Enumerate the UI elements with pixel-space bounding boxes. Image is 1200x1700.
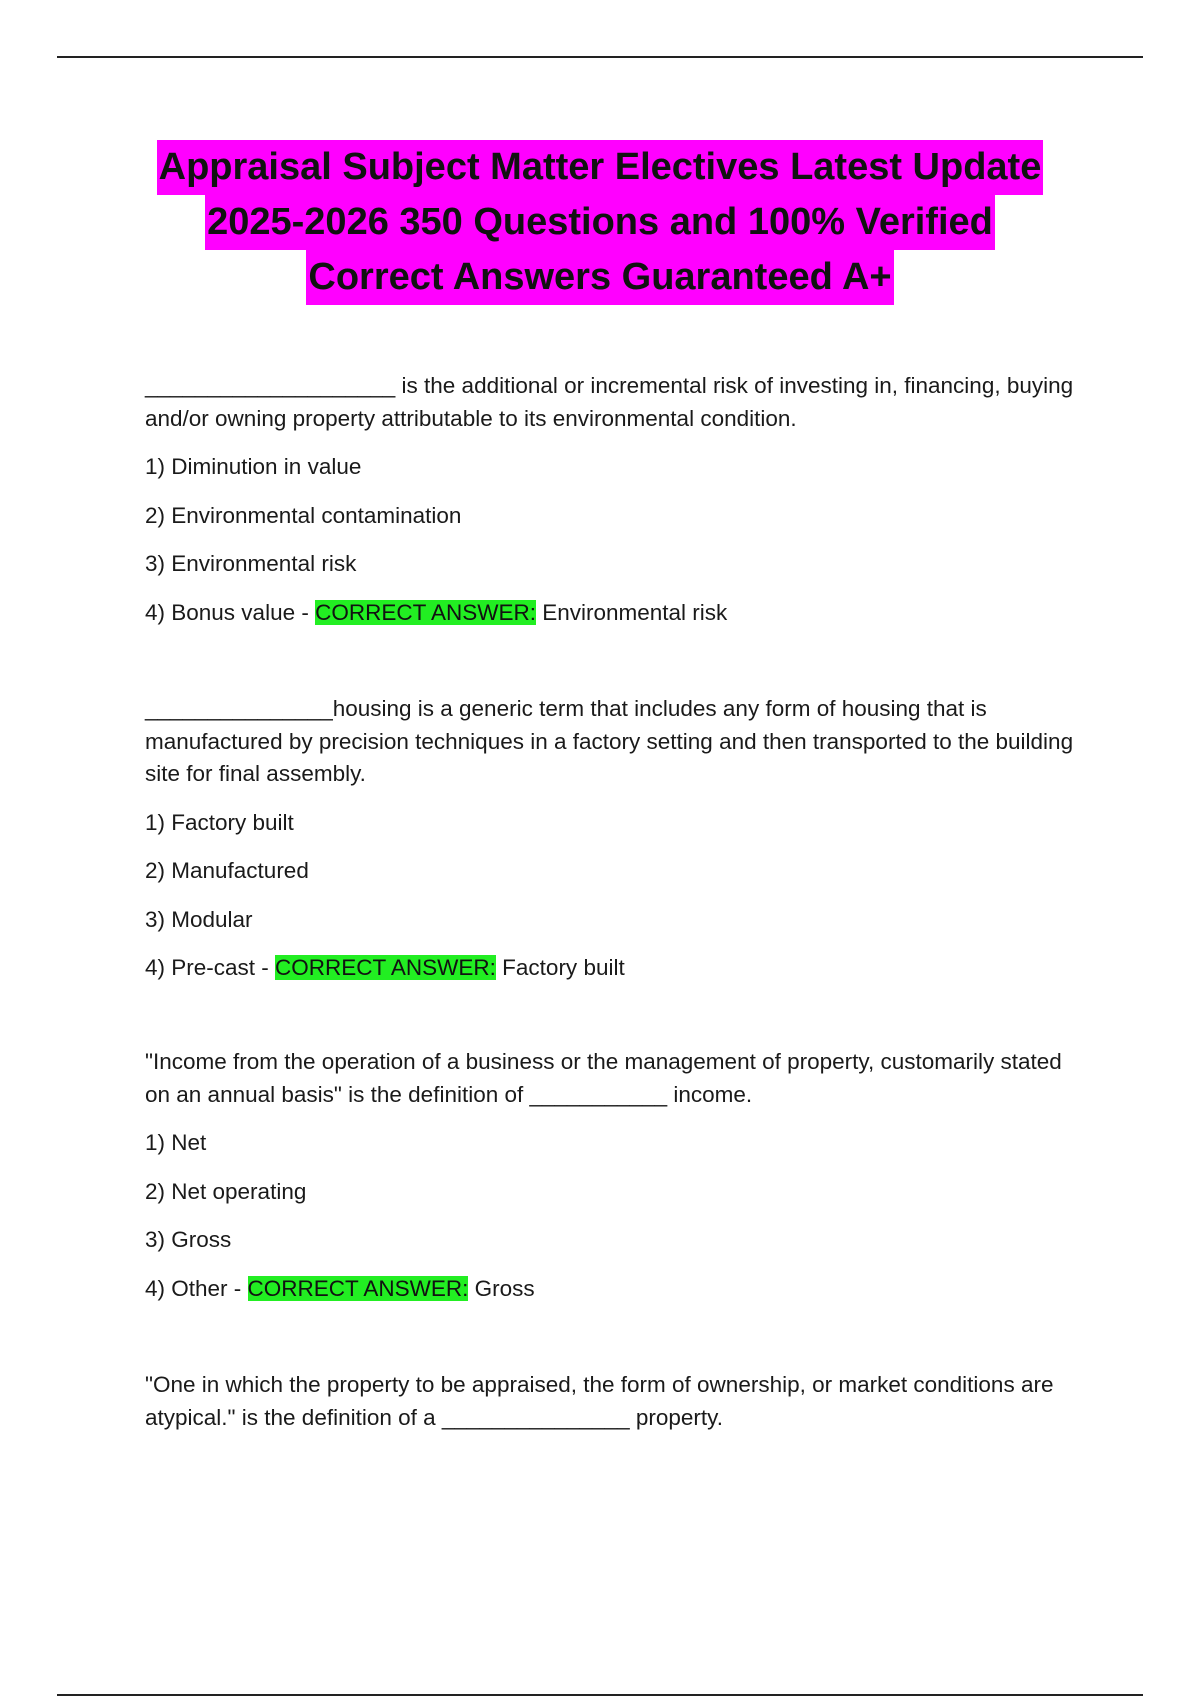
option-item-with-answer — [145, 952, 1090, 985]
option-item: 1) Net — [145, 1130, 207, 1155]
option-text: 4) Bonus value - — [145, 599, 309, 625]
question-stem: ____________________ is the additional or incremental risk of investing in, financing, buying and/or owning property attributable to its environmental condition. — [145, 373, 1074, 431]
option-item: 3) Environmental risk — [145, 551, 357, 576]
question-4 — [145, 1369, 1090, 1434]
correct-answer-label: CORRECT ANSWER: — [247, 1275, 469, 1301]
correct-answer-value: Environmental risk — [542, 599, 728, 625]
option-item: 1) Factory built — [145, 809, 294, 835]
option-text: 4) Pre-cast - — [145, 955, 269, 980]
correct-answer-value: Factory built — [502, 955, 625, 980]
title-line: Correct Answers Guaranteed A+ — [306, 250, 893, 305]
option-list — [145, 1127, 1090, 1305]
question-2 — [145, 693, 1090, 985]
option-item: 2) Manufactured — [145, 858, 309, 883]
option-item-with-answer — [145, 1273, 1090, 1306]
option-item: 2) Environmental contamination — [145, 502, 462, 528]
option-item: 1) Diminution in value — [145, 454, 362, 479]
question-stem: _______________housing is a generic term that includes any form of housing that is manufactured by precision techniques in a factory setting and then transported to the building site for final assembly. — [145, 696, 1074, 786]
title-line: 2025-2026 350 Questions and 100% Verified — [205, 195, 995, 250]
document-title — [60, 140, 1140, 305]
option-item: 3) Modular — [145, 906, 253, 932]
top-rule — [57, 56, 1143, 58]
question-1 — [145, 370, 1090, 629]
correct-answer-label: CORRECT ANSWER: — [275, 955, 496, 980]
title-line: Appraisal Subject Matter Electives Latest Update — [157, 140, 1044, 195]
question-stem: "One in which the property to be appraised, the form of ownership, or market conditions are atypical." is the definition of a _______________ property. — [145, 1372, 1054, 1430]
correct-answer-label: CORRECT ANSWER: — [315, 599, 536, 625]
option-item: 3) Gross — [145, 1227, 232, 1252]
question-3 — [145, 1046, 1090, 1305]
option-list — [145, 451, 1090, 629]
option-item: 2) Net operating — [145, 1178, 307, 1204]
option-list — [145, 807, 1090, 985]
option-text: 4) Other - — [145, 1275, 242, 1301]
option-item-with-answer — [145, 597, 1090, 630]
bottom-rule — [57, 1694, 1143, 1696]
question-stem: "Income from the operation of a business or the management of property, customarily stated on an annual basis" is the definition of ___________ income. — [145, 1049, 1062, 1107]
correct-answer-value: Gross — [474, 1275, 535, 1301]
